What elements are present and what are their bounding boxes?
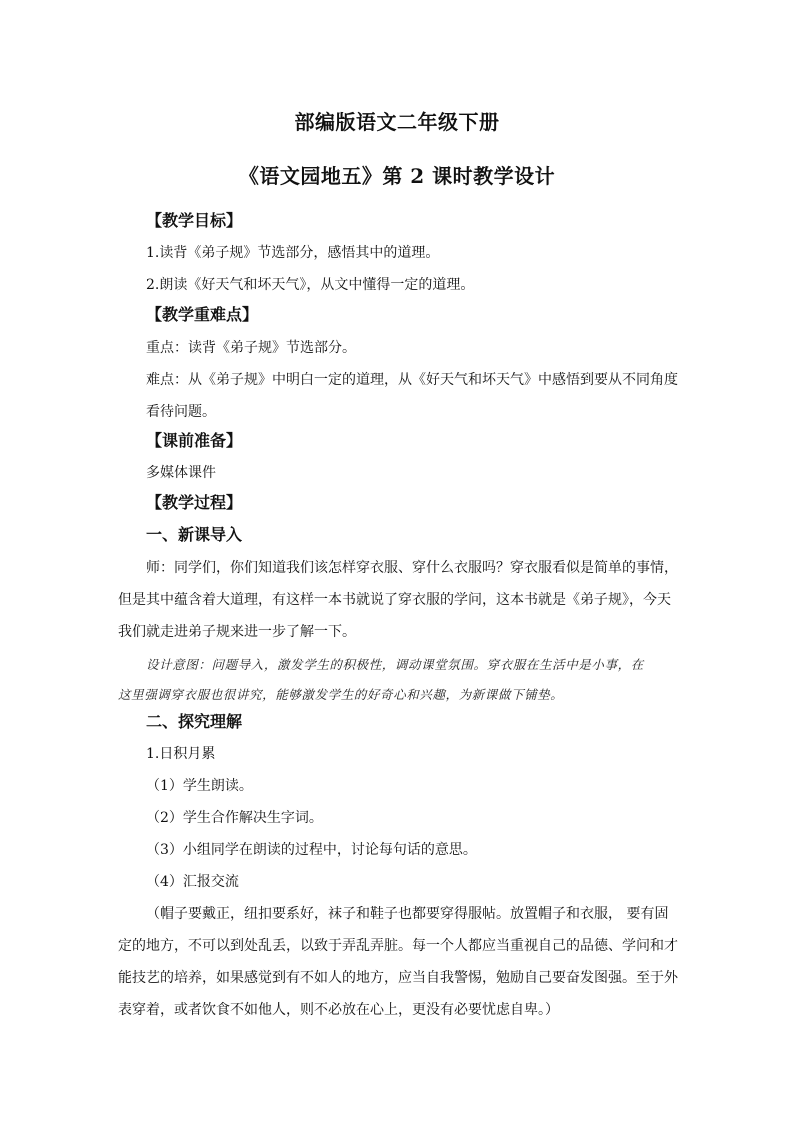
prep-content: 多媒体课件 [146, 465, 216, 481]
step-2: （2）学生合作解决生字词。 [146, 810, 323, 826]
explanation-line-1: （帽子要戴正，纽扣要系好，袜子和鞋子也都要穿得服帖。放置帽子和衣服， 要有固 [146, 906, 669, 922]
design-note-line-2: 这里强调穿衣服也很讲究，能够激发学生的好奇心和兴趣，为新课做下铺垫。 [118, 687, 564, 702]
intro-para-line-2: 但是其中蕴含着大道理，有这样一本书就说了穿衣服的学问，这本书就是《弟子规》，今天 [118, 592, 671, 608]
step-4: （4）汇报交流 [146, 874, 239, 890]
prep-heading: 【课前准备】 [146, 431, 243, 450]
part2-heading: 二、探究理解 [146, 712, 243, 731]
step-3: （3）小组同学在朗读的过程中，讨论每句话的意思。 [146, 842, 477, 858]
explanation-line-4: 表穿着，或者饮食不如他人，则不必放在心上，更没有必要忧虑自卑。） [118, 1002, 559, 1018]
goal-item-2: 2.朗读《好天气和坏天气》，从文中懂得一定的道理。 [146, 277, 475, 293]
keypoints-heading: 【教学重难点】 [146, 305, 259, 324]
document-subtitle: 《语文园地五》第 2 课时教学设计 [238, 164, 556, 188]
explanation-line-2: 定的地方，不可以到处乱丢，以致于弄乱弄脏。每一个人都应当重视自己的品德、学问和才 [118, 938, 678, 954]
part1-heading: 一、新课导入 [146, 525, 243, 544]
explanation-line-3: 能技艺的培养，如果感觉到有不如人的地方，应当自我警惕，勉励自己要奋发图强。至于外 [118, 970, 678, 986]
keypoint-difficult-line-2: 看待问题。 [146, 404, 216, 420]
part2-sub-1: 1.日积月累 [146, 746, 216, 762]
step-1: （1）学生朗读。 [146, 778, 253, 794]
keypoint-difficult-line-1: 难点：从《弟子规》中明白一定的道理，从《好天气和坏天气》中感悟到要从不同角度 [146, 372, 678, 388]
intro-para-line-1: 师：同学们，你们知道我们该怎样穿衣服、穿什么衣服吗？穿衣服看似是简单的事情， [146, 560, 678, 576]
keypoint-key: 重点：读背《弟子规》节选部分。 [146, 340, 356, 356]
document-title: 部编版语文二年级下册 [294, 110, 500, 134]
goal-item-1: 1.读背《弟子规》节选部分，感悟其中的道理。 [146, 245, 440, 261]
design-note-line-1: 设计意图：问题导入，激发学生的积极性，调动课堂氛围。穿衣服在生活中是小事，在 [146, 657, 644, 672]
intro-para-line-3: 我们就走进弟子规来进一步了解一下。 [118, 624, 356, 640]
process-heading: 【教学过程】 [146, 493, 243, 512]
goals-heading: 【教学目标】 [146, 211, 243, 230]
